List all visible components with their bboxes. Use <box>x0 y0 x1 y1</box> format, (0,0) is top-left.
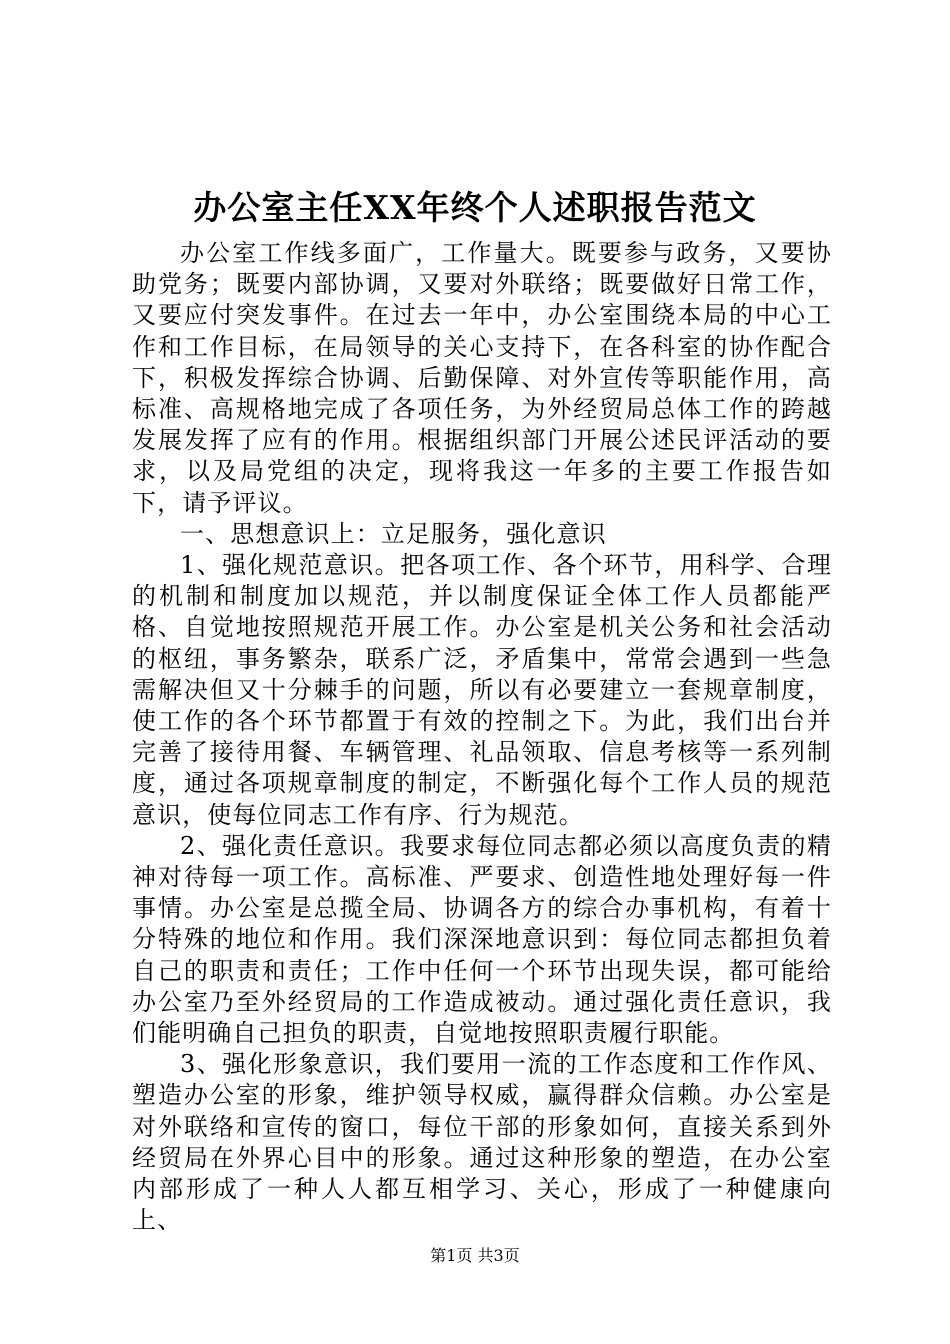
document-title: 办公室主任XX年终个人述职报告范文 <box>193 188 757 227</box>
section-heading: 一、思想意识上：立足服务，强化意识 <box>180 519 607 548</box>
paragraph-item-1: 1、强化规范意识。把各项工作、各个环节，用科学、合理的机制和制度加以规范，并以制度保证全体工作人员都能严格、自觉地按照规范开展工作。办公室是机关公务和社会活动的枢纽，事务繁杂，联系广泛，矛盾集中，常常会遇到一些急需解决但又十分棘手的问题，所以有必要建立一套规章制度，使工作的各个环节都置于有效的控制之下。为此，我们出台并完善了接待用餐、车辆管理、礼品领取、信息考核等一系列制度，通过各项规章制度的制定，不断强化每个工作人员的规范意识，使每位同志工作有序、行为规范。 <box>132 551 832 829</box>
paragraph-item-3: 3、强化形象意识，我们要用一流的工作态度和工作作风、塑造办公室的形象，维护领导权威，赢得群众信赖。办公室是对外联络和宣传的窗口，每位干部的形象如何，直接关系到外经贸局在外界心目中的形象。通过这种形象的塑造，在办公室内部形成了一种人人都互相学习、关心，形成了一种健康向上、 <box>132 1050 832 1235</box>
paragraph-intro: 办公室工作线多面广，工作量大。既要参与政务，又要协助党务；既要内部协调，又要对外联络；既要做好日常工作，又要应付突发事件。在过去一年中，办公室围绕本局的中心工作和工作目标，在局领导的关心支持下，在各科室的协作配合下，积极发挥综合协调、后勤保障、对外宣传等职能作用，高标准、高规格地完成了各项任务，为外经贸局总体工作的跨越发展发挥了应有的作用。根据组织部门开展公述民评活动的要求，以及局党组的决定，现将我这一年多的主要工作报告如下，请予评议。 <box>132 239 832 517</box>
document-body <box>132 238 832 1237</box>
page-number-footer: 第1页 共3页 <box>430 1246 520 1265</box>
paragraph-item-2: 2、强化责任意识。我要求每位同志都必须以高度负责的精神对待每一项工作。高标准、严要求、创造性地处理好每一件事情。办公室是总揽全局、协调各方的综合办事机构，有着十分特殊的地位和作用。我们深深地意识到：每位同志都担负着自己的职责和责任；工作中任何一个环节出现失误，都可能给办公室乃至外经贸局的工作造成被动。通过强化责任意识，我们能明确自己担负的职责，自觉地按照职责履行职能。 <box>132 831 832 1048</box>
